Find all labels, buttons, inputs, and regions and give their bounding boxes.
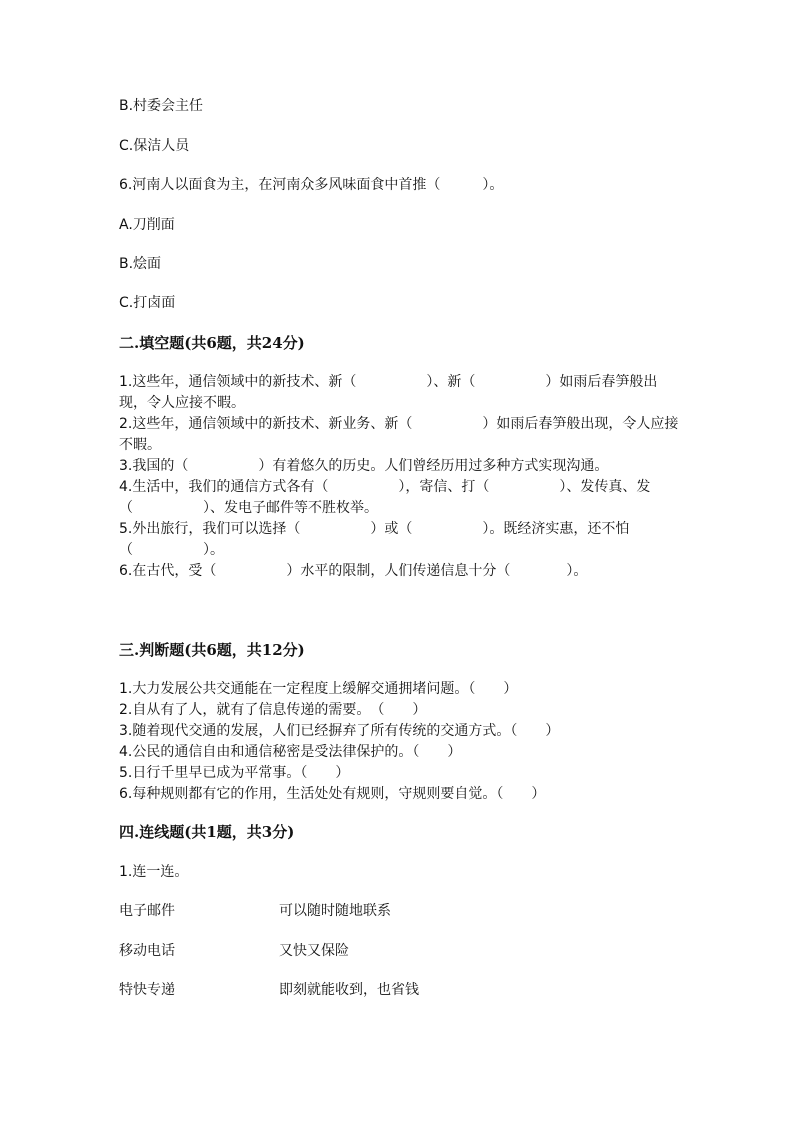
true-false-item-2: 2.自从有了人，就有了信息传递的需要。 （ ） [119,702,427,718]
matching-row-1 [119,901,391,922]
matching-left-1: 电子邮件 [119,903,175,919]
section-2-title: 二.填空题(共6题，共24分) [119,334,305,352]
matching-left-3: 特快专递 [119,982,175,998]
fill-blank-item-5: 5.外出旅行，我们可以选择（ ）或（ ）。既经济实惠，还不怕（ ）。 [119,521,630,558]
q5-option-c: C.保洁人员 [119,138,190,154]
fill-blank-item-2: 2.这些年，通信领域中的新技术、新业务、新（ ）如雨后春笋般出现，令人应接不暇。 [119,416,679,453]
fill-blank-item-4: 4.生活中，我们的通信方式各有（ ），寄信、打（ ）、发传真、发（ ）、发电子邮件等不胜枚举。 [119,479,651,516]
q6-option-c: C.打卤面 [119,295,176,311]
q6-option-a: A.刀削面 [119,217,175,233]
matching-left-2: 移动电话 [119,943,175,959]
matching-question: 1.连一连。 [119,864,189,880]
true-false-item-4: 4.公民的通信自由和通信秘密是受法律保护的。（ ） [119,744,462,760]
matching-right-1: 可以随时随地联系 [279,903,391,919]
matching-row-2 [119,941,349,962]
section-3-title: 三.判断题(共6题，共12分) [119,641,305,659]
true-false-item-6: 6.每种规则都有它的作用，生活处处有规则，守规则要自觉。（ ） [119,786,546,802]
q6-option-b: B.烩面 [119,256,162,272]
fill-blank-list [119,372,679,582]
true-false-item-1: 1.大力发展公共交通能在一定程度上缓解交通拥堵问题。（ ） [119,681,518,697]
true-false-item-3: 3.随着现代交通的发展，人们已经摒弃了所有传统的交通方式。（ ） [119,723,560,739]
matching-right-3: 即刻就能收到，也省钱 [279,982,419,998]
true-false-item-5: 5.日行千里早已成为平常事。（ ） [119,765,350,781]
true-false-list [119,679,679,805]
matching-right-2: 又快又保险 [279,943,349,959]
matching-row-3 [119,980,419,1001]
section-4-title: 四.连线题(共1题，共3分) [119,823,295,841]
q5-option-b: B.村委会主任 [119,98,204,114]
fill-blank-item-6: 6.在古代，受（ ）水平的限制，人们传递信息十分（ ）。 [119,563,588,579]
fill-blank-item-3: 3.我国的（ ）有着悠久的历史。人们曾经历用过多种方式实现沟通。 [119,458,609,474]
fill-blank-item-1: 1.这些年，通信领域中的新技术、新（ ）、新（ ）如雨后春笋般出现，令人应接不暇。 [119,374,658,411]
q6-question: 6.河南人以面食为主，在河南众多风味面食中首推（ ）。 [119,177,504,193]
